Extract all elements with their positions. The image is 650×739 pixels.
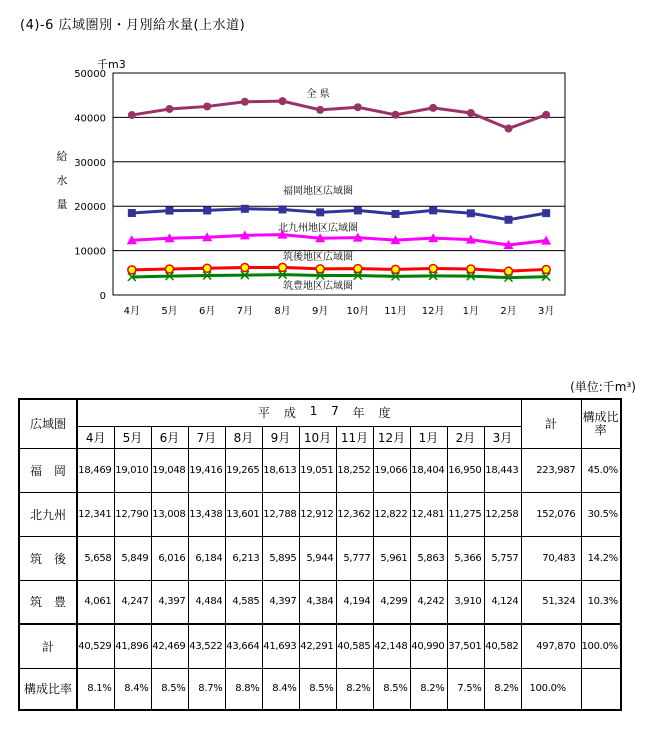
month-header: 7月 [188, 426, 225, 448]
value-cell: 4,397 [262, 580, 299, 624]
value-cell: 12,790 [114, 492, 151, 536]
data-point [203, 102, 211, 110]
value-cell: 8.2% [410, 668, 447, 710]
value-cell: 13,008 [151, 492, 188, 536]
value-cell: 4,124 [484, 580, 521, 624]
value-cell: 18,613 [262, 448, 299, 492]
total-cell: 223,987 [521, 448, 581, 492]
value-cell: 5,895 [262, 536, 299, 580]
value-cell: 5,863 [410, 536, 447, 580]
month-header: 1月 [410, 426, 447, 448]
ratio-header: 構成比率 [581, 399, 621, 448]
era-char: 平 [258, 406, 271, 421]
value-cell: 8.7% [188, 668, 225, 710]
value-cell: 11,275 [447, 492, 484, 536]
table-row [19, 668, 621, 710]
data-table [18, 398, 622, 711]
x-tick-label: 7月 [236, 306, 254, 317]
month-header: 10月 [299, 426, 336, 448]
data-point [241, 98, 249, 106]
value-cell: 4,299 [373, 580, 410, 624]
month-header: 9月 [262, 426, 299, 448]
data-point [467, 209, 475, 217]
value-cell: 13,601 [225, 492, 262, 536]
value-cell: 19,265 [225, 448, 262, 492]
data-point [467, 109, 475, 117]
ratio-cell: 100.0% [581, 624, 621, 668]
value-cell: 5,658 [77, 536, 114, 580]
x-tick-label: 8月 [274, 306, 291, 317]
data-point [241, 205, 249, 213]
value-cell: 4,585 [225, 580, 262, 624]
x-tick-label: 10月 [346, 306, 370, 317]
value-cell: 37,501 [447, 624, 484, 668]
value-cell: 4,397 [151, 580, 188, 624]
value-cell: 4,061 [77, 580, 114, 624]
total-cell: 152,076 [521, 492, 581, 536]
value-cell: 12,481 [410, 492, 447, 536]
value-cell: 8.8% [225, 668, 262, 710]
value-cell: 18,252 [336, 448, 373, 492]
value-cell: 43,522 [188, 624, 225, 668]
y-axis-label-char: 給 [56, 150, 68, 163]
y-axis-label [57, 149, 68, 211]
value-cell: 40,582 [484, 624, 521, 668]
value-cell: 5,849 [114, 536, 151, 580]
series-label: 筑豊地区広域圏 [283, 281, 353, 292]
total-cell: 100.0% [521, 668, 581, 710]
month-header: 11月 [336, 426, 373, 448]
value-cell: 40,990 [410, 624, 447, 668]
value-cell: 12,912 [299, 492, 336, 536]
data-point [467, 265, 475, 273]
row-label: 福 岡 [19, 448, 77, 492]
value-cell: 5,366 [447, 536, 484, 580]
data-point [166, 207, 174, 215]
table-row [19, 624, 621, 668]
x-tick-label: 11月 [384, 306, 407, 317]
data-point [279, 205, 287, 213]
row-label: 北九州 [19, 492, 77, 536]
y-axis-label-char: 水 [56, 174, 68, 187]
value-cell: 5,757 [484, 536, 521, 580]
value-cell: 42,291 [299, 624, 336, 668]
era-char: 7 [331, 404, 339, 419]
value-cell: 4,384 [299, 580, 336, 624]
row-label: 計 [19, 624, 77, 668]
data-point [505, 124, 513, 132]
y-axis-label-char: 量 [56, 198, 68, 211]
data-point [241, 264, 249, 272]
data-point [316, 208, 324, 216]
value-cell: 42,469 [151, 624, 188, 668]
month-header: 3月 [484, 426, 521, 448]
value-cell: 5,961 [373, 536, 410, 580]
era-header [77, 399, 521, 426]
total-cell: 70,483 [521, 536, 581, 580]
series-label: 全 県 [306, 89, 330, 100]
data-point [354, 103, 362, 111]
month-header: 8月 [225, 426, 262, 448]
table-row [19, 536, 621, 580]
era-char: 成 [283, 406, 296, 421]
value-cell: 12,341 [77, 492, 114, 536]
value-cell: 8.4% [114, 668, 151, 710]
value-cell: 12,362 [336, 492, 373, 536]
series-label: 北九州地区広域圏 [278, 223, 358, 234]
y-tick-label: 10000 [74, 246, 106, 258]
data-point [203, 206, 211, 214]
value-cell: 4,194 [336, 580, 373, 624]
x-tick-label: 2月 [500, 306, 517, 317]
data-point [392, 210, 400, 218]
data-point [316, 106, 324, 114]
ratio-cell [581, 668, 621, 710]
value-cell: 6,016 [151, 536, 188, 580]
total-header: 計 [521, 399, 581, 448]
x-tick-label: 6月 [198, 306, 216, 317]
ratio-cell: 10.3% [581, 580, 621, 624]
value-cell: 12,822 [373, 492, 410, 536]
y-tick-label: 30000 [74, 157, 106, 169]
unit-note: (単位:千m³) [570, 380, 636, 394]
ratio-cell: 30.5% [581, 492, 621, 536]
value-cell: 13,438 [188, 492, 225, 536]
x-tick-label: 1月 [462, 306, 480, 317]
total-cell: 497,870 [521, 624, 581, 668]
value-cell: 19,048 [151, 448, 188, 492]
month-header: 4月 [77, 426, 114, 448]
value-cell: 12,788 [262, 492, 299, 536]
data-point [354, 206, 362, 214]
value-cell: 6,184 [188, 536, 225, 580]
data-point [166, 105, 174, 113]
x-tick-label: 12月 [421, 306, 445, 317]
y-tick-labels [74, 69, 106, 302]
value-cell: 18,469 [77, 448, 114, 492]
value-cell: 8.4% [262, 668, 299, 710]
value-cell: 5,777 [336, 536, 373, 580]
y-tick-label: 50000 [74, 69, 106, 80]
table-row [19, 448, 621, 492]
data-point [279, 97, 287, 105]
value-cell: 4,242 [410, 580, 447, 624]
value-cell: 19,051 [299, 448, 336, 492]
value-cell: 8.5% [299, 668, 336, 710]
value-cell: 8.1% [77, 668, 114, 710]
ratio-cell: 14.2% [581, 536, 621, 580]
value-cell: 4,484 [188, 580, 225, 624]
x-tick-label: 5月 [161, 306, 178, 317]
total-cell: 51,324 [521, 580, 581, 624]
x-tick-label: 4月 [123, 306, 141, 317]
y-tick-label: 40000 [74, 113, 106, 125]
y-unit-label: 千m3 [97, 58, 126, 71]
value-cell: 18,443 [484, 448, 521, 492]
page-title: (4)-6 広域圏別・月別給水量(上水道) [20, 18, 246, 33]
value-cell: 4,247 [114, 580, 151, 624]
value-cell: 18,404 [410, 448, 447, 492]
series-label: 筑後地区広域圏 [283, 252, 353, 263]
x-tick-labels [124, 305, 555, 317]
row-label: 筑 豊 [19, 580, 77, 624]
data-point [128, 266, 136, 274]
value-cell: 3,910 [447, 580, 484, 624]
table-row [19, 492, 621, 536]
month-header: 6月 [151, 426, 188, 448]
value-cell: 41,896 [114, 624, 151, 668]
data-point [166, 265, 174, 273]
ratio-cell: 45.0% [581, 448, 621, 492]
era-char: 度 [378, 406, 391, 421]
y-tick-label: 0 [99, 291, 106, 302]
x-tick-label: 9月 [311, 306, 329, 317]
value-cell: 8.5% [151, 668, 188, 710]
value-cell: 42,148 [373, 624, 410, 668]
month-header: 5月 [114, 426, 151, 448]
data-point [505, 216, 513, 224]
value-cell: 8.2% [484, 668, 521, 710]
data-point [354, 265, 362, 273]
value-cell: 12,258 [484, 492, 521, 536]
data-point [128, 209, 136, 217]
data-point [429, 265, 437, 273]
data-point [542, 209, 550, 217]
value-cell: 16,950 [447, 448, 484, 492]
data-point [542, 111, 550, 119]
value-cell: 19,066 [373, 448, 410, 492]
x-tick-label: 3月 [537, 306, 555, 317]
series-label: 福岡地区広域圏 [283, 186, 353, 197]
value-cell: 40,585 [336, 624, 373, 668]
data-point [128, 111, 136, 119]
data-point [203, 264, 211, 272]
value-cell: 19,010 [114, 448, 151, 492]
corner-header: 広域圏 [19, 399, 77, 448]
data-point [542, 265, 550, 273]
data-point [429, 104, 437, 112]
value-cell: 8.2% [336, 668, 373, 710]
y-tick-label: 20000 [74, 202, 106, 214]
value-cell: 41,693 [262, 624, 299, 668]
value-cell: 7.5% [447, 668, 484, 710]
era-char: 1 [309, 404, 318, 419]
table-row [19, 580, 621, 624]
month-header: 2月 [447, 426, 484, 448]
month-header: 12月 [373, 426, 410, 448]
era-char: 年 [352, 406, 365, 421]
value-cell: 19,416 [188, 448, 225, 492]
data-point [279, 263, 287, 271]
value-cell: 5,944 [299, 536, 336, 580]
value-cell: 40,529 [77, 624, 114, 668]
row-label: 筑 後 [19, 536, 77, 580]
value-cell: 6,213 [225, 536, 262, 580]
data-point [392, 111, 400, 119]
row-label: 構成比率 [19, 668, 77, 710]
data-point [392, 265, 400, 273]
value-cell: 8.5% [373, 668, 410, 710]
value-cell: 43,664 [225, 624, 262, 668]
data-point [429, 206, 437, 214]
